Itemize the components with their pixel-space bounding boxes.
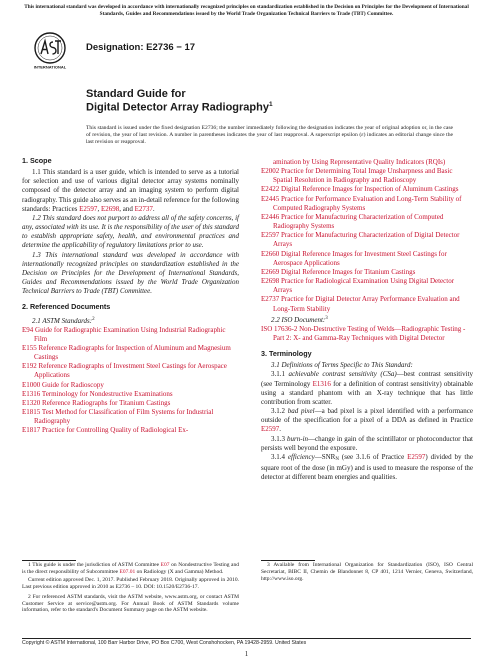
scope-para-1 — [22, 168, 239, 214]
astm-standards-label — [22, 315, 239, 326]
reference-item — [261, 195, 473, 213]
page-number: 1 — [244, 650, 249, 658]
term-name: achievable contrast sensitivity (CSa) — [288, 370, 397, 379]
footnote-3: 3 Available from International Organization for Standardization (ISO), ISO Central Secretariat, BIBC II, Chemin de Blandonnet 8, CP 401, 1214 Vernier, Geneva, Switzerland, http://www.iso.org. — [261, 562, 473, 582]
link-e2597[interactable]: E2597 — [79, 204, 98, 213]
reference-title[interactable]: Practice for Manufacturing Characterization of Digital Detector Arrays — [273, 231, 460, 249]
footnote-divider-right — [261, 560, 315, 561]
footnote-text: 1 This guide is under the jurisdiction of ASTM Committee — [28, 562, 161, 568]
reference-title[interactable]: Reference Radiographs of Investment Steel Castings for Aerospace Applications — [34, 362, 227, 380]
reference-title[interactable]: Terminology for Nondestructive Examinations — [41, 389, 173, 398]
reference-code-link[interactable]: E2669 — [261, 267, 280, 276]
left-column — [22, 156, 239, 436]
term-text: for a definition of contrast sensitivity) obtainable using a standard phantom with an X-ray technique that has little contribution from scatter. — [261, 379, 474, 406]
reference-item — [22, 408, 239, 426]
reference-item — [22, 326, 239, 344]
scope-para-2: 1.2 This standard does not purport to address all of the safety concerns, if any, associated with its use. It is the responsibility of the user of this standard to establish appropriate safety, health, and environmental practices and determine the applicability of regulatory limitations prior to use. — [22, 213, 239, 250]
document-kind: Standard Guide for — [86, 88, 186, 100]
astm-logo-icon — [30, 30, 70, 70]
reference-code-link[interactable]: E1320 — [22, 398, 41, 407]
reference-item — [22, 390, 239, 399]
reference-continuation[interactable]: amination by Using Representative Quality Indicators (RQIs) — [273, 158, 446, 166]
term-text: —a bad pixel is a pixel identified with a performance outside of the specification for a pixel of a DDA as defined in Practice — [261, 407, 474, 425]
link-e1316[interactable]: E1316 — [312, 379, 331, 388]
scope-para-1-text: 1.1 This standard is a user guide, which is intended to serve as a tutorial for selection and use of various digital detector array systems nominally composed of the detector array and an imaging system to perform digital radiography. This guide also serves as an in-detail reference for the following standards: Practices — [22, 168, 239, 213]
term-name: efficiency — [287, 452, 315, 461]
link-e2597[interactable]: E2597 — [261, 425, 280, 434]
reference-title[interactable]: Practice for Radiological Examination Using Digital Detector Arrays — [273, 277, 455, 295]
reference-title[interactable]: Digital Reference Images for Titanium Castings — [281, 267, 416, 276]
footnote-text: on Radiology (X and Gamma) Method. — [135, 568, 224, 575]
term-burn-in — [261, 435, 473, 453]
scope-para-3: 1.3 This international standard was developed in accordance with internationally recognized principles on standardization established in the Decision on Principles for the Development of International Standards, Guides and Recommendations issued by the World Trade Organization Technical Barriers to Trade (TBT) Committee. — [22, 250, 239, 296]
term-efficiency — [261, 453, 473, 482]
iso-document-label — [261, 314, 473, 325]
reference-item — [22, 381, 239, 390]
link-e07[interactable]: E07 — [160, 562, 170, 568]
issue-note: This standard is issued under the fixed designation E2736; the number immediately following the designation indicates the year of original adoption or, in the case of revision, the year of last revision. A number in parentheses indicates the year of last reapproval. A superscript epsilon (ε) indicates an editorial change since the last revision or reapproval. — [86, 125, 453, 145]
term-text: —SNR — [314, 452, 336, 461]
footnote-1 — [22, 562, 239, 576]
footnotes-left — [22, 562, 239, 615]
clause-number: 3.1.1 — [271, 370, 289, 379]
term-para-1: 3.1 Definitions of Terms Specific to This Standard: — [271, 361, 413, 370]
reference-item — [261, 250, 473, 268]
link-e2737[interactable]: E2737 — [134, 204, 153, 213]
link-e2698[interactable]: E2698 — [100, 204, 120, 213]
term-bad-pixel — [261, 407, 473, 434]
astm-label-text: 2.1 ASTM Standards: — [32, 316, 93, 325]
reference-code-link[interactable]: E2446 — [261, 212, 280, 221]
term-achievable-contrast — [261, 370, 473, 407]
link-e07-01[interactable]: E07.01 — [119, 568, 136, 575]
reference-item — [261, 167, 473, 185]
title-text: Digital Detector Array Radiography — [86, 101, 269, 114]
period: . — [152, 204, 155, 213]
reference-title[interactable]: Reference Radiographs for Inspection of Aluminum and Magnesium Castings — [34, 343, 231, 362]
reference-code-link[interactable]: E2698 — [261, 277, 280, 286]
footnote-mark: 2 — [92, 316, 95, 322]
left-reference-list — [22, 326, 239, 436]
reference-code-link[interactable]: E2445 — [261, 194, 280, 203]
reference-item — [261, 213, 473, 231]
term-name: burn-in — [287, 434, 309, 443]
reference-item — [22, 426, 239, 435]
term-text: —change in gain of the scintillator or photoconductor that persists well beyond the exposure. — [261, 434, 473, 452]
term-text: —best contrast sensitivity (see Terminology — [261, 370, 473, 388]
clause-number: 3.1.4 — [271, 452, 288, 461]
link-e2597[interactable]: E2597 — [407, 452, 426, 461]
right-column — [261, 158, 473, 482]
reference-item — [261, 268, 473, 277]
reference-item — [261, 231, 473, 249]
title-footnote-mark: 1 — [268, 101, 273, 108]
reference-item — [261, 185, 473, 194]
term-text: ) divided by the square root of the dose (in mGy) and is used to measure the response of the detector at different beam energies and qualities. — [261, 452, 473, 482]
footnote-text: on Nondestructive Testing and is the direct responsibility of Subcommittee — [22, 562, 239, 575]
designation: Designation: E2736 − 17 — [86, 42, 196, 53]
reference-item — [22, 399, 239, 408]
reference-code-link[interactable]: E192 — [22, 362, 37, 371]
reference-title[interactable]: Practice for Digital Detector Array Performance Evaluation and Long-Term Stability — [273, 295, 460, 313]
reference-code-link[interactable]: E94 — [22, 325, 34, 334]
reference-code-link[interactable]: E1817 — [22, 426, 41, 435]
reference-title[interactable]: Reference Radiographs for Titanium Castings — [42, 398, 171, 407]
footer-divider — [22, 638, 471, 639]
reference-title[interactable]: Practice for Manufacturing Characterization of Computed Radiography Systems — [273, 212, 444, 231]
clause-number: 3.1.2 — [271, 407, 288, 416]
reference-code-link[interactable]: E2660 — [261, 249, 280, 258]
header-notice: This international standard was developed in accordance with internationally recognized principles on standardization established in the Decision on Principles for the Development of International Standards, Guides and Recommendations issued by the World Trade Organization Technical Barriers to Trade (TBT) Committee. — [24, 4, 469, 17]
copyright-line: Copyright © ASTM International, 100 Barr Harbor Drive, PO Box C700, West Conshohocken, PA 19428-2959. United States — [22, 640, 307, 646]
iso-label-text: 2.2 ISO Document: — [271, 315, 326, 324]
reference-title[interactable]: Practice for Determining Total Image Unsharpness and Basic Spatial Resolution in Radiography and Radioscopy — [273, 167, 453, 185]
period: . — [279, 425, 282, 434]
footnote-divider-left — [22, 560, 76, 561]
reference-title[interactable]: Guide for Radioscopy — [42, 380, 104, 389]
right-reference-list — [261, 167, 473, 314]
footnote-mark: 3 — [325, 315, 328, 321]
reference-item — [261, 295, 473, 313]
footnotes-right — [261, 562, 473, 584]
reference-code-link[interactable]: E1000 — [22, 380, 41, 389]
term-text: (see 3.1.6 of Practice — [338, 452, 408, 461]
reference-code-link[interactable]: E2737 — [261, 295, 280, 304]
reference-item — [22, 362, 239, 380]
term-name: bad pixel — [287, 407, 315, 416]
scope-heading: 1. Scope — [22, 156, 52, 165]
separator: , — [97, 204, 101, 213]
iso-reference — [261, 325, 473, 343]
reference-title[interactable]: Practice for Performance Evaluation and Long-Term Stability of Computed Radiography Systems — [273, 194, 462, 212]
clause-number: 3.1.3 — [271, 434, 288, 443]
logo-text: INTERNATIONAL — [33, 64, 67, 70]
reference-item — [261, 277, 473, 295]
reference-code-link[interactable]: E2002 — [261, 167, 280, 176]
footnote-2: 2 For referenced ASTM standards, visit the ASTM website, www.astm.org, or contact ASTM Customer Service at service@astm.org. For Annual Book of ASTM Standards volume information, refer to the standard's Document Summary page on the ASTM website. — [22, 593, 239, 614]
reference-item — [22, 344, 239, 362]
reference-title[interactable]: Digital Reference Images for Investment Steel Castings for Aerospace Applications — [273, 249, 447, 267]
separator: , and — [119, 204, 135, 213]
reference-code-link[interactable]: E155 — [22, 343, 37, 352]
reference-code-link[interactable]: E1815 — [22, 408, 41, 417]
subscript: N — [335, 456, 339, 462]
reference-code-link[interactable]: E2422 — [261, 185, 280, 194]
iso-ref-title[interactable]: Non-Destructive Testing of Welds—Radiographic Testing - Part 2: X- and Gamma-Ray Techniques with Digital Detector — [273, 324, 466, 342]
referenced-heading: 2. Referenced Documents — [22, 302, 111, 312]
reference-code-link[interactable]: E1316 — [22, 389, 41, 398]
footnote-1-current-edition: Current edition approved Dec. 1, 2017. Published February 2018. Originally approved in 2010. Last previous edition approved in 2010 as E2736 – 10. DOI: 10.1520/E2736-17. — [22, 576, 239, 590]
reference-code-link[interactable]: E2597 — [261, 231, 280, 240]
reference-title[interactable]: Practice for Controlling Quality of Radiological Ex- — [42, 426, 189, 435]
reference-title[interactable]: Test Method for Classification of Film Systems for Industrial Radiography — [34, 408, 214, 426]
reference-title[interactable]: Digital Reference Images for Inspection of Aluminum Castings — [281, 185, 459, 194]
document-title — [86, 101, 273, 114]
link-iso-17636-2[interactable]: ISO 17636-2 — [261, 324, 298, 333]
terminology-heading: 3. Terminology — [261, 349, 312, 359]
reference-title[interactable]: Guide for Radiographic Examination Using Industrial Radiographic Film — [34, 325, 226, 343]
